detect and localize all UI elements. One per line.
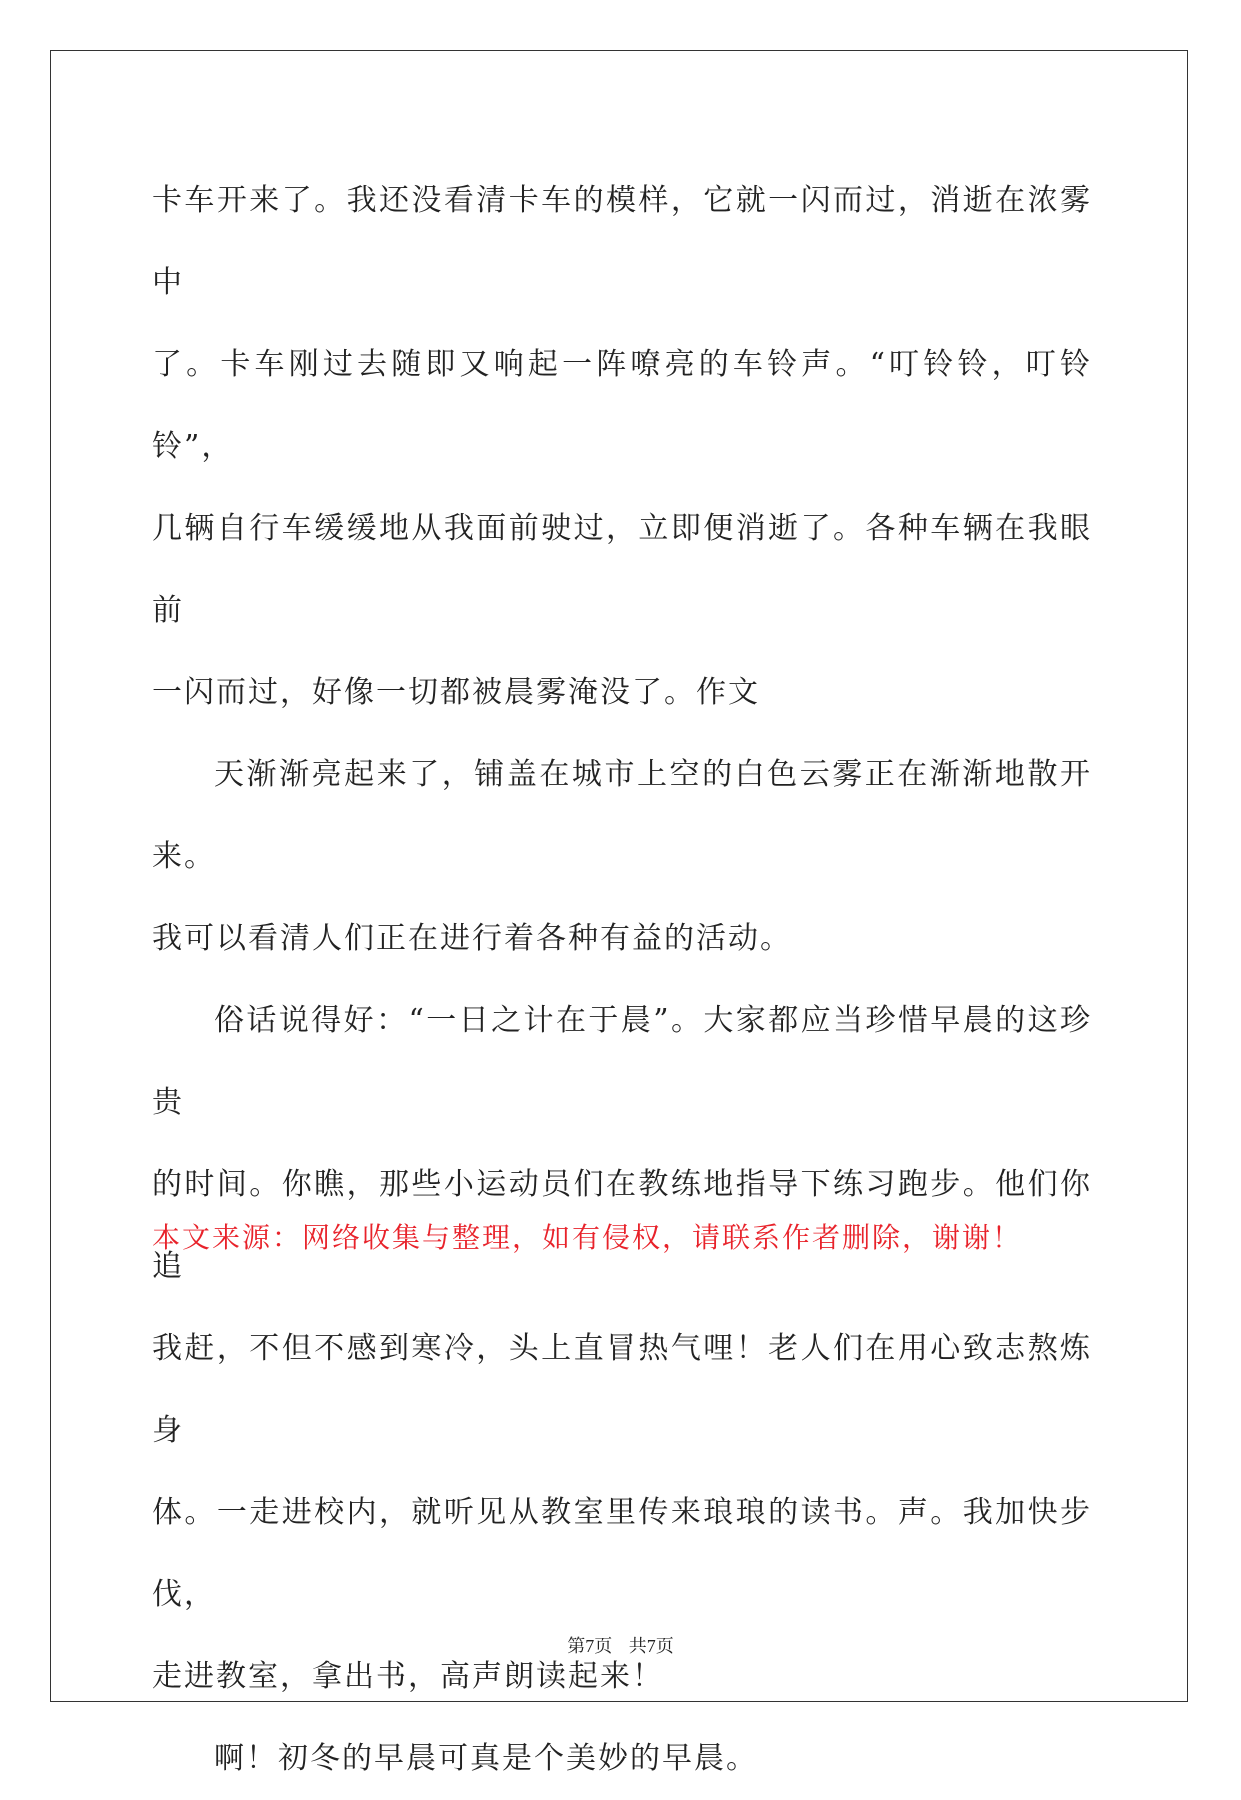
paragraph-1-line-3: 几辆自行车缓缓地从我面前驶过，立即便消逝了。各种车辆在我眼前	[152, 511, 1092, 628]
paragraph-1-line-4: 一闪而过，好像一切都被晨雾淹没了。作文	[152, 675, 760, 710]
source-notice: 本文来源：网络收集与整理，如有侵权，请联系作者删除，谢谢！	[152, 1221, 1023, 1254]
paragraph-3-line-2: 的时间。你瞧，那些小运动员们在教练地指导下练习跑步。他们你追	[152, 1167, 1092, 1284]
paragraph-3	[152, 980, 1092, 1718]
paragraph-3-line-1: 俗话说得好：“一日之计在于晨”。大家都应当珍惜早晨的这珍贵	[152, 1003, 1092, 1120]
paragraph-1-line-1: 卡车开来了。我还没看清卡车的模样，它就一闪而过，消逝在浓雾中	[152, 183, 1092, 300]
paragraph-2	[152, 734, 1092, 980]
paragraph-3-line-3: 我赶，不但不感到寒冷，头上直冒热气哩！老人们在用心致志熬炼身	[152, 1331, 1092, 1448]
page-number-total: 共7页	[628, 1636, 674, 1656]
page-number-current: 第7页	[567, 1636, 613, 1656]
page-footer	[0, 1632, 1241, 1658]
paragraph-1-line-2: 了。卡车刚过去随即又响起一阵嘹亮的车铃声。“叮铃铃，叮铃铃”，	[152, 347, 1092, 464]
paragraph-4	[152, 1718, 1092, 1800]
paragraph-2-line-1: 天渐渐亮起来了，铺盖在城市上空的白色云雾正在渐渐地散开来。	[152, 757, 1092, 874]
paragraph-2-line-2: 我可以看清人们正在进行着各种有益的活动。	[152, 921, 792, 956]
paragraph-1	[152, 160, 1092, 734]
paragraph-3-line-4: 体。一走进校内，就听见从教室里传来琅琅的读书。声。我加快步伐，	[152, 1495, 1092, 1612]
paragraph-4-line-1: 啊！初冬的早晨可真是个美妙的早晨。	[214, 1741, 758, 1776]
document-body	[152, 160, 1092, 1800]
paragraph-3-line-5: 走进教室，拿出书，高声朗读起来！	[152, 1659, 664, 1694]
